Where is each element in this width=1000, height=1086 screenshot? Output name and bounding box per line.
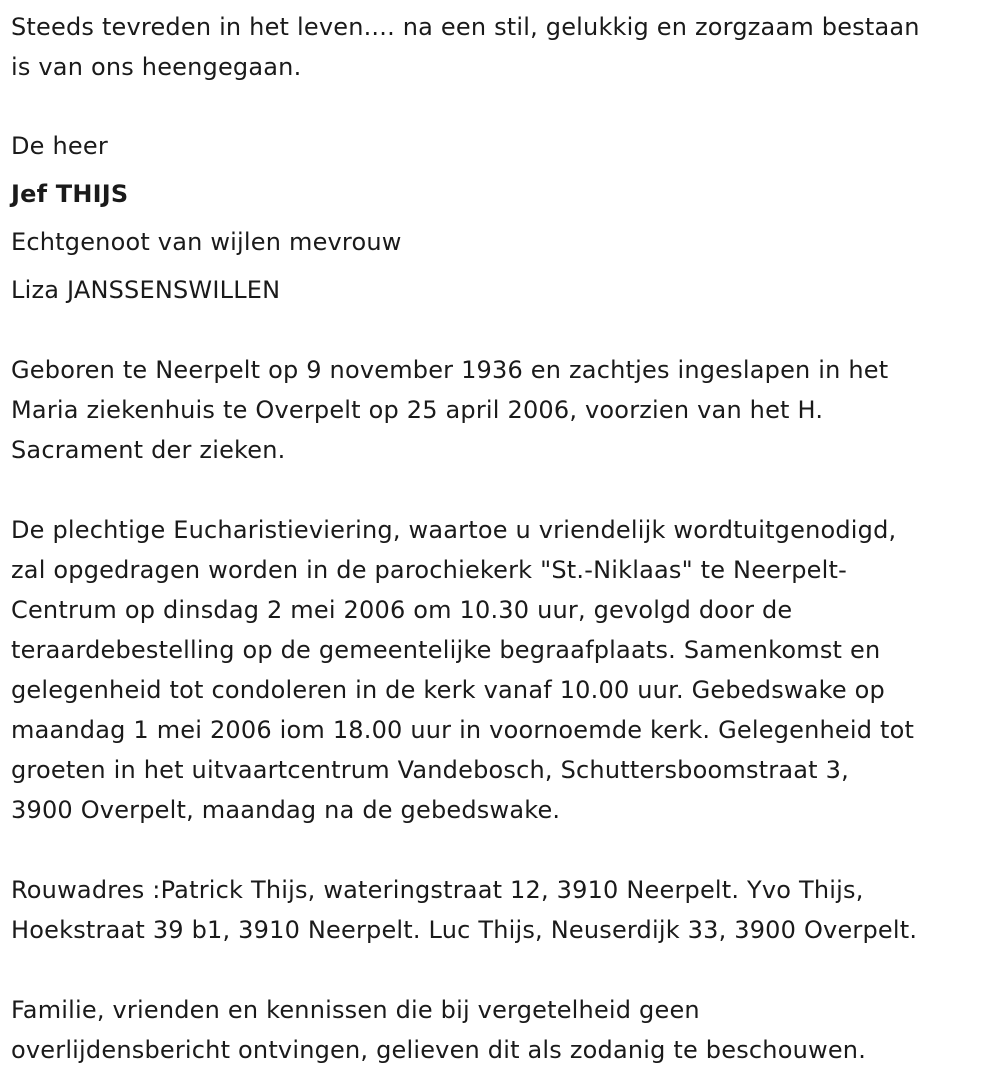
ceremony-line: Centrum op dinsdag 2 mei 2006 om 10.30 uur, gevolgd door de [11, 596, 793, 624]
ceremony-line: groeten in het uitvaartcentrum Vandebosch, Schuttersboomstraat 3, [11, 756, 849, 784]
deceased-name: Jef THIJS [11, 180, 129, 208]
birth-death-line: Sacrament der zieken. [11, 436, 286, 464]
ceremony-line: gelegenheid tot condoleren in de kerk vanaf 10.00 uur. Gebedswake op [11, 676, 885, 704]
birth-death-line: Maria ziekenhuis te Overpelt op 25 april 2006, voorzien van het H. [11, 396, 824, 424]
ceremony-line: 3900 Overpelt, maandag na de gebedswake. [11, 796, 561, 824]
address-line: Rouwadres :Patrick Thijs, wateringstraat 12, 3910 Neerpelt. Yvo Thijs, [11, 876, 864, 904]
birth-death-line: Geboren te Neerpelt op 9 november 1936 en zachtjes ingeslapen in het [11, 356, 889, 384]
ceremony-line: teraardebestelling op de gemeentelijke begraafplaats. Samenkomst en [11, 636, 881, 664]
ceremony-line: maandag 1 mei 2006 iom 18.00 uur in voornoemde kerk. Gelegenheid tot [11, 716, 915, 744]
intro-line-2: is van ons heengegaan. [11, 53, 302, 81]
deceased-spouse: Liza JANSSENSWILLEN [11, 276, 281, 304]
intro-line-1: Steeds tevreden in het leven.... na een stil, gelukkig en zorgzaam bestaan [11, 13, 920, 41]
address-line: Hoekstraat 39 b1, 3910 Neerpelt. Luc Thijs, Neuserdijk 33, 3900 Overpelt. [11, 916, 918, 944]
closing-line: Familie, vrienden en kennissen die bij vergetelheid geen [11, 996, 700, 1024]
ceremony-line: zal opgedragen worden in de parochiekerk "St.-Niklaas" te Neerpelt- [11, 556, 847, 584]
ceremony-line: De plechtige Eucharistieviering, waartoe u vriendelijk wordtuitgenodigd, [11, 516, 897, 544]
deceased-title: De heer [11, 132, 108, 160]
closing-line: overlijdensbericht ontvingen, gelieven dit als zodanig te beschouwen. [11, 1036, 867, 1064]
deceased-relation: Echtgenoot van wijlen mevrouw [11, 228, 402, 256]
